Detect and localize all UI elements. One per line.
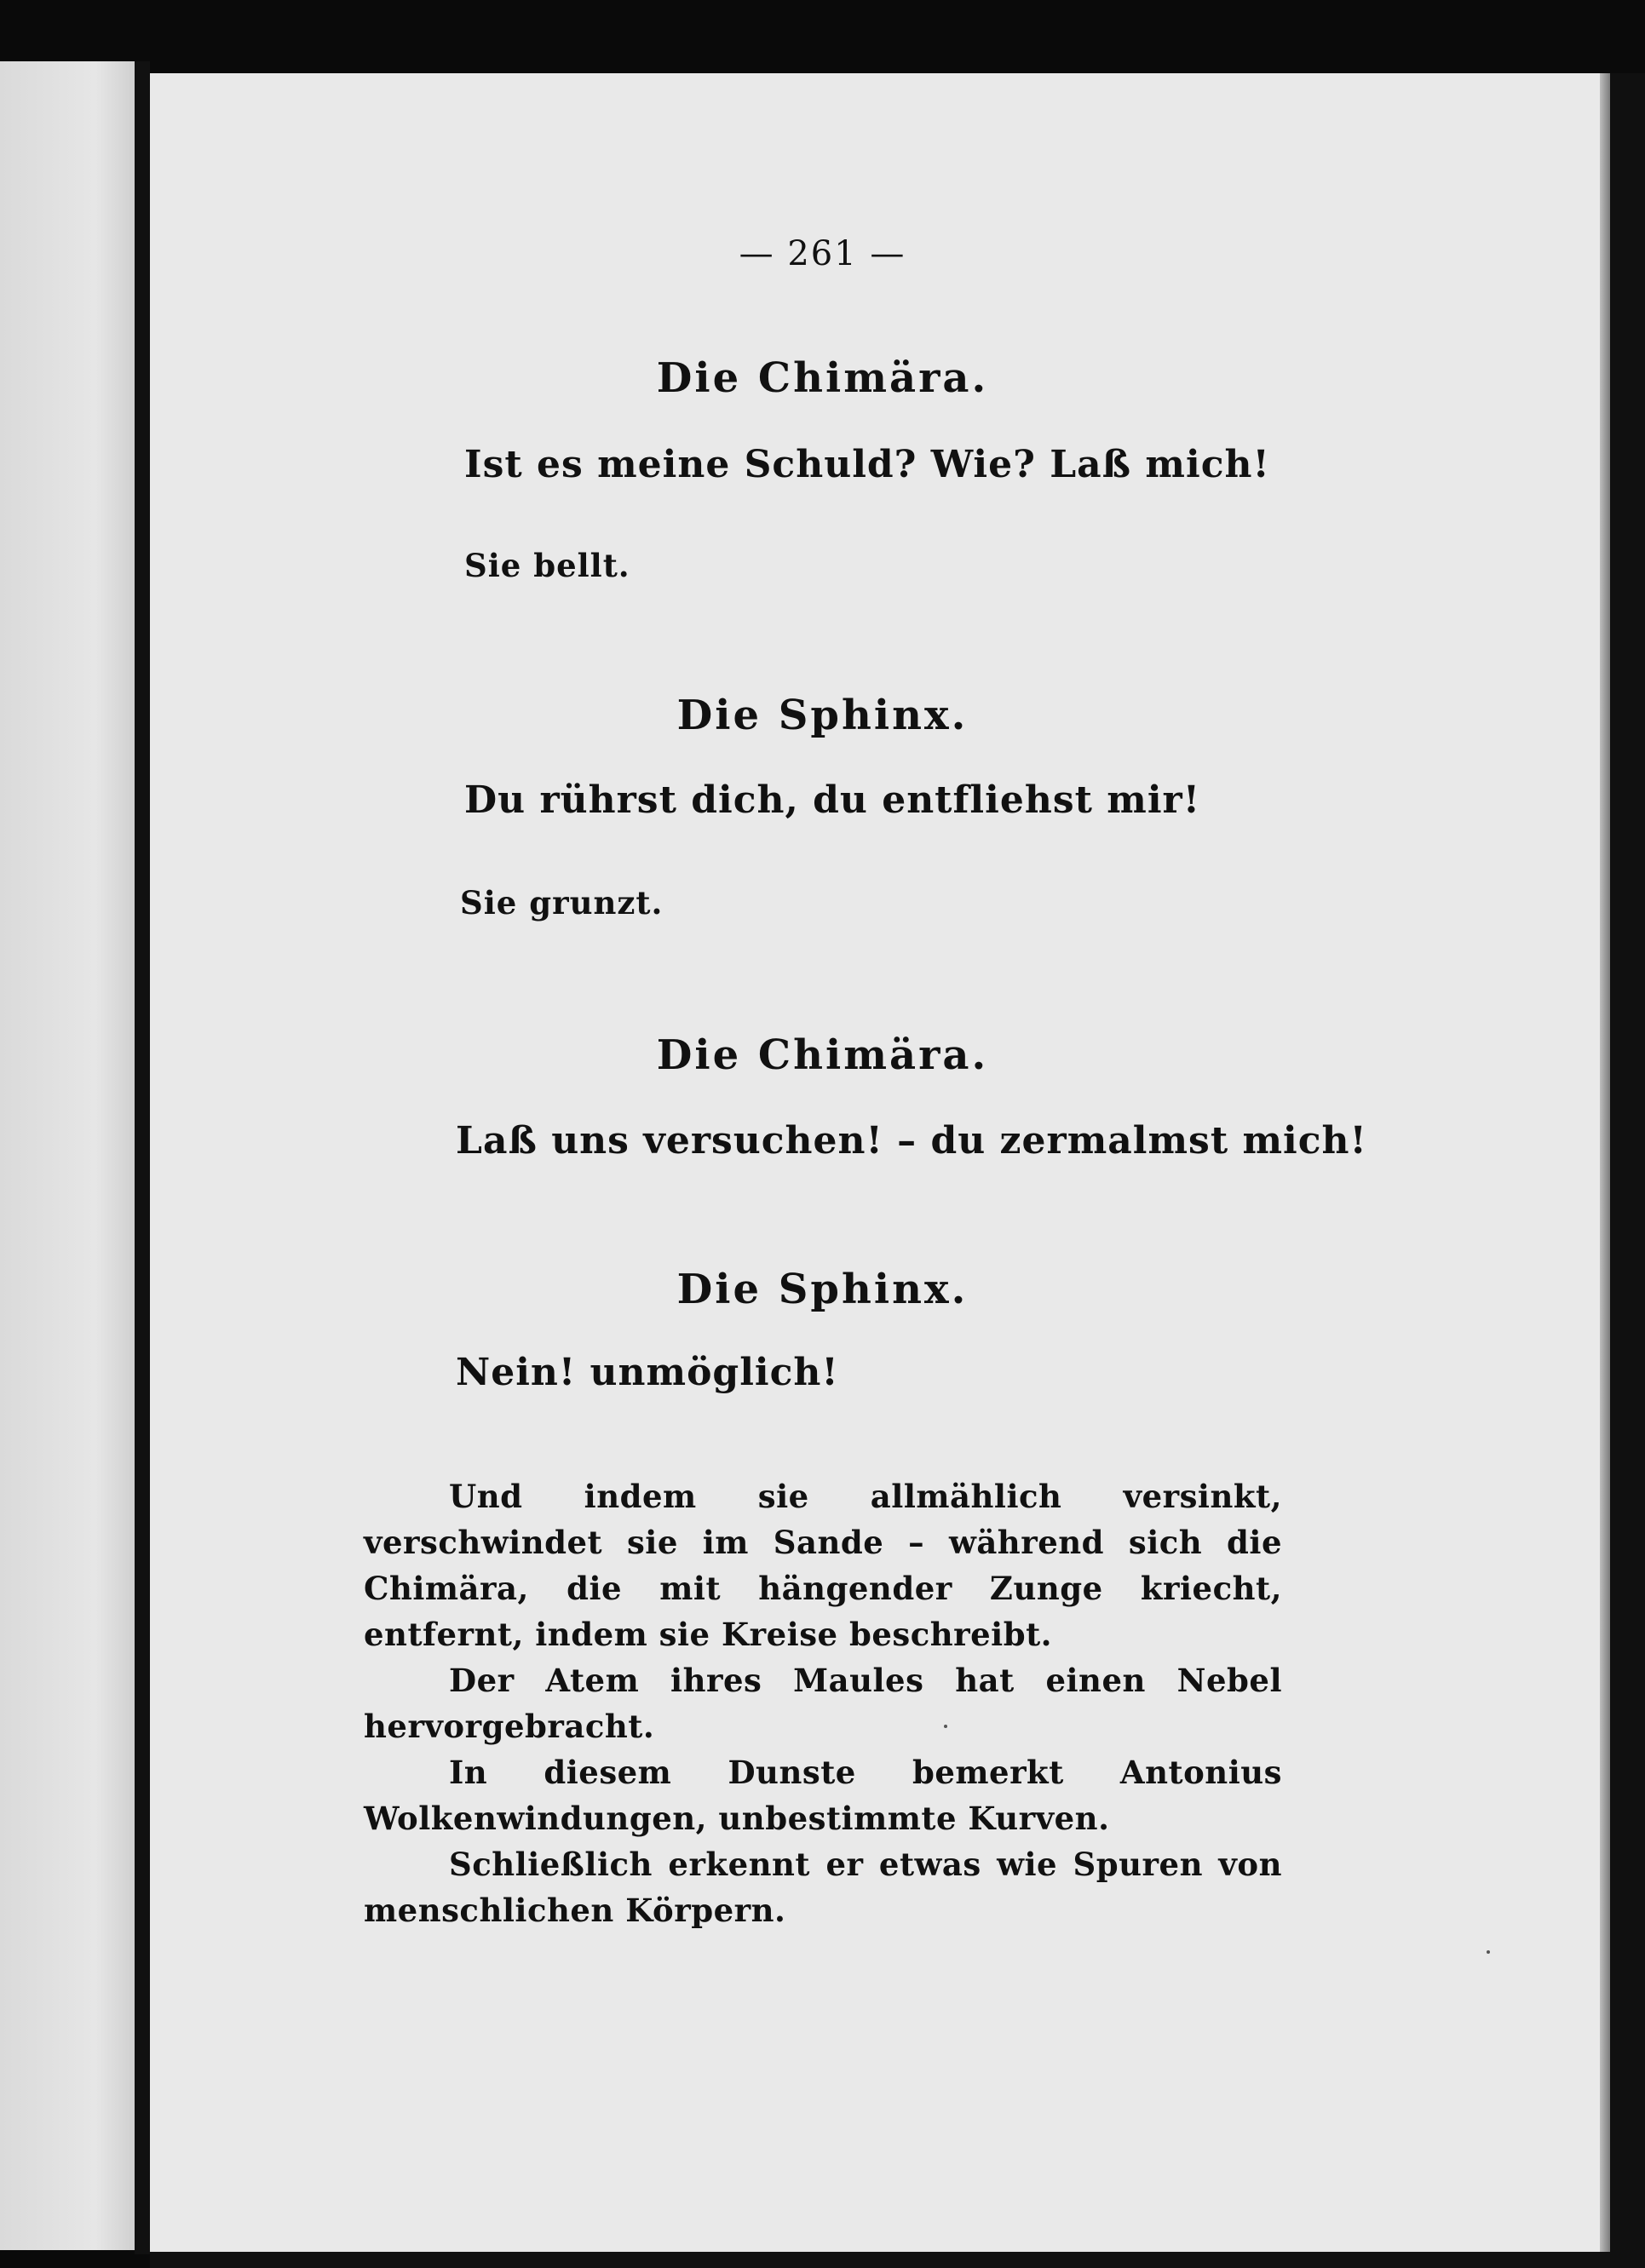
speech-line: Du rührst dich, du entfliehst mir! (464, 778, 1201, 822)
stage-direction: Sie bellt. (464, 547, 630, 584)
speech-line: Laß uns versuchen! – du zermalmst mich! (456, 1119, 1367, 1163)
speaker-heading: Die Chimära. (656, 354, 989, 402)
narration-paragraph: Und indem sie allmählich versinkt, verschwindet sie im Sande – während sich die Chimära, die mit hängender Zunge kriecht, entfernt, indem sie Kreise beschreibt. (364, 1478, 1282, 1653)
speaker-heading: Die Chimära. (656, 1031, 989, 1079)
page-edge (1600, 73, 1610, 2254)
narration-paragraph: Schließlich erkennt er etwas wie Spuren von menschlichen Körpern. (364, 1846, 1282, 1929)
speech-line: Nein! unmöglich! (456, 1351, 839, 1394)
narration-paragraph: In diesem Dunste bemerkt Antonius Wolkenwindungen, unbestimmte Kurven. (364, 1754, 1282, 1837)
speech-line: Ist es meine Schuld? Wie? Laß mich! (464, 443, 1270, 486)
stage-direction: Sie grunzt. (460, 884, 664, 922)
narration-block (364, 1473, 1282, 1933)
narration-paragraph: Der Atem ihres Maules hat einen Nebel hervorgebracht. (364, 1662, 1282, 1745)
paper-speck (944, 1725, 947, 1728)
page-number: — 261 — (739, 234, 906, 273)
speaker-heading: Die Sphinx. (676, 692, 969, 739)
speaker-heading: Die Sphinx. (676, 1266, 969, 1313)
scan-edge-bottom (150, 2252, 1610, 2268)
paper-speck (1487, 1950, 1490, 1954)
scan-edge-right (1610, 73, 1645, 2268)
